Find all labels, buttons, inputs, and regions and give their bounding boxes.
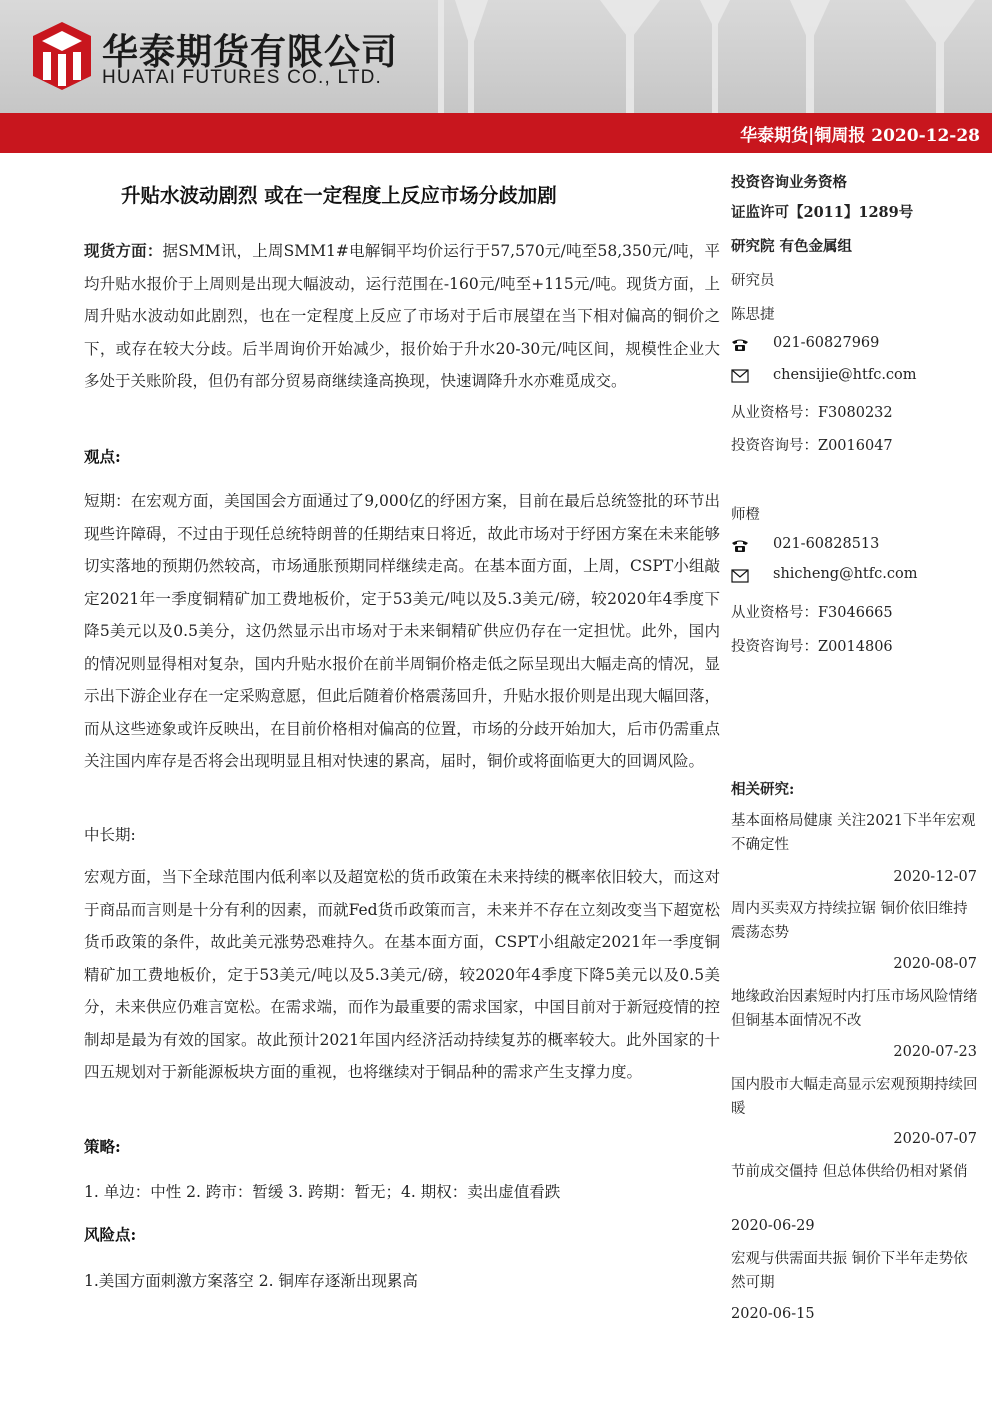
strategy-text: 1. 单边：中性 2. 跨市：暂缓 3. 跨期：暂无；4. 期权：卖出虚值看跌 <box>84 1183 561 1201</box>
mid-long-label: 中长期: <box>84 826 136 844</box>
spot-paragraph <box>84 235 720 398</box>
analyst-cert: 从业资格号：F3046665 <box>731 605 893 621</box>
analyst-email[interactable]: chensijie@htfc.com <box>773 367 917 383</box>
report-banner <box>0 113 992 153</box>
page-header <box>0 0 992 113</box>
company-name-en: HUATAI FUTURES CO., LTD. <box>102 67 383 88</box>
report-banner-text: 华泰期货|铜周报 2020-12-28 <box>740 126 980 146</box>
institute: 研究院 有色金属组 <box>731 238 853 255</box>
role-label: 研究员 <box>731 273 775 289</box>
related-item-date: 2020-12-07 <box>893 869 977 885</box>
analyst-name: 陈思捷 <box>731 307 775 323</box>
related-item-title[interactable]: 地缘政治因素短时内打压市场风险情绪 但铜基本面情况不改 <box>731 989 978 1029</box>
analyst-consult: 投资咨询号：Z0014806 <box>731 639 893 655</box>
spot-label: 现货方面： <box>84 241 163 260</box>
company-name-cn: 华泰期货有限公司 <box>102 32 399 73</box>
email-icon <box>731 369 749 383</box>
related-item-title[interactable]: 宏观与供需面共振 铜价下半年走势依然可期 <box>731 1251 968 1291</box>
qualification: 投资咨询业务资格 <box>731 174 847 191</box>
related-item-date: 2020-07-23 <box>893 1044 977 1060</box>
phone-icon <box>731 539 749 553</box>
email-icon <box>731 569 749 583</box>
analyst-name: 师橙 <box>731 507 760 523</box>
phone-icon <box>731 338 749 352</box>
related-item-date: 2020-08-07 <box>893 956 977 972</box>
risk-heading: 风险点: <box>84 1225 137 1244</box>
related-item-title[interactable]: 基本面格局健康 关注2021下半年宏观不确定性 <box>731 813 976 853</box>
strategy-heading: 策略: <box>84 1137 121 1156</box>
analyst-phone: 021-60828513 <box>773 536 880 552</box>
related-item-date: 2020-06-29 <box>731 1218 815 1234</box>
view-heading: 观点: <box>84 447 121 466</box>
risk-text: 1.美国方面刺激方案落空 2. 铜库存逐渐出现累高 <box>84 1272 418 1290</box>
spot-text: 据SMM讯，上周SMM1#电解铜平均价运行于57,570元/吨至58,350元/吨，平均升贴水报价于上周则是出现大幅波动，运行范围在-160元/吨至+115元/吨。现货方面，上周升贴水波动如此剧烈，也在一定程度上反应了市场对于后市展望在当下相对偏高的铜价之下，或存在较大分歧。后半周询价开始减少，报价始于升水20-30元/吨区间，规模性企业大多处于关账阶段，但仍有部分贸易商继续逢高换现，快速调降升水亦难觅成交。 <box>84 242 720 390</box>
analyst-cert: 从业资格号：F3080232 <box>731 405 893 421</box>
mid-long-paragraph: 宏观方面，当下全球范围内低利率以及超宽松的货币政策在未来持续的概率依旧较大，而这对于商品而言则是十分有利的因素，而就Fed货币政策而言，未来并不存在立刻改变当下超宽松货币政策的条件，故此美元涨势恐难持久。在基本面方面，CSPT小组敲定2021年一季度铜精矿加工费地板价，定于53美元/吨以及5.3美元/磅，较2020年4季度下降5美元以及0.5美分，未来供应仍难言宽松。在需求端，而作为最重要的需求国家，中国目前对于新冠疫情的控制却是最为有效的国家。故此预计2021年国内经济活动持续复苏的概率较大。此外国家的十四五规划对于新能源板块方面的重视，也将继续对于铜品种的需求产生支撑力度。 <box>84 868 720 1081</box>
analyst-email[interactable]: shicheng@htfc.com <box>773 566 918 582</box>
related-item-title[interactable]: 国内股市大幅走高显示宏观预期持续回暖 <box>731 1077 978 1117</box>
company-logo-icon <box>33 22 91 90</box>
report-title: 升贴水波动剧烈 或在一定程度上反应市场分歧加剧 <box>121 184 557 207</box>
related-item-date: 2020-06-15 <box>731 1306 815 1322</box>
license-number: 证监许可【2011】1289号 <box>731 204 914 221</box>
related-item-title[interactable]: 周内买卖双方持续拉锯 铜价依旧维持震荡态势 <box>731 901 968 941</box>
analyst-phone: 021-60827969 <box>773 335 880 351</box>
analyst-consult: 投资咨询号：Z0016047 <box>731 438 893 454</box>
related-item-title[interactable]: 节前成交僵持 但总体供给仍相对紧俏 <box>731 1164 968 1180</box>
related-heading: 相关研究: <box>731 781 795 798</box>
short-term-paragraph: 短期：在宏观方面，美国国会方面通过了9,000亿的纾困方案，目前在最后总统签批的环节出现些许障碍，不过由于现任总统特朗普的任期结束日将近，故此市场对于纾困方案在未来能够切实落地的预期仍然较高，市场通胀预期同样继续走高。在基本面方面，上周，CSPT小组敲定2021年一季度铜精矿加工费地板价，定于53美元/吨以及5.3美元/磅，较2020年4季度下降5美元以及0.5美分，这仍然显示出市场对于未来铜精矿供应仍存在一定担忧。此外，国内的情况则显得相对复杂，国内升贴水报价在前半周铜价格走低之际呈现出大幅走高的情况，显示出下游企业存在一定采购意愿，但此后随着价格震荡回升，升贴水报价则是出现大幅回落，而从这些迹象或许反映出，在目前价格相对偏高的位置，市场的分歧开始加大，后市仍需重点关注国内库存是否将会出现明显且相对快速的累高，届时，铜价或将面临更大的回调风险。 <box>84 492 720 770</box>
related-item-date: 2020-07-07 <box>893 1131 977 1147</box>
